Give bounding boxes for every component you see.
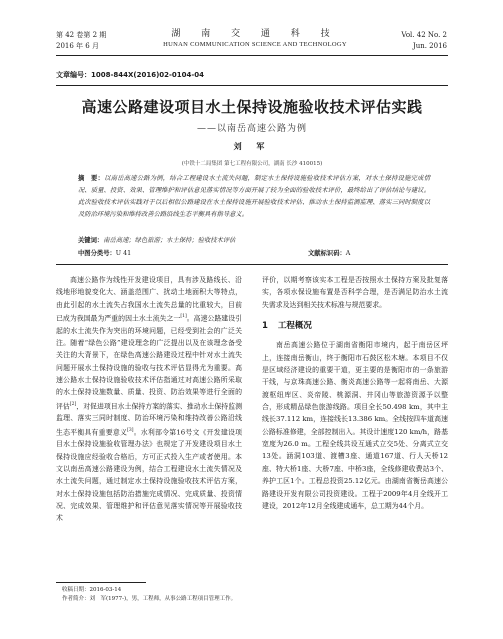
body-column-right: [262, 274, 448, 512]
body-column-left: [56, 274, 242, 525]
volume-issue-cn: 第 42 卷第 2 期: [56, 31, 107, 39]
keywords-text: 南岳高速；绿色旅游；水土保持；验收技术评估: [103, 237, 236, 244]
body-rule: [56, 264, 448, 265]
abstract: [78, 173, 430, 221]
abstract-text: 以南岳高速公路为例，结合工程建设水土流失问题，制定水土保持设施验收技术评估方案，对水土保持设施完成情况、质量、投资、效果、管理维护和评估意见落实情况等方面开展了较为全面的验收技术评价，最终给出了评估结论与建议。此次验收技术评估实践对于以后相似公路建设在水土保持设施开展验收技术评估、推动水土保持监测监理、落实三同时制度以及防治环境污染和维持改善公路沿线生态平衡具有指导意义。: [78, 175, 431, 218]
classification-line: [78, 248, 430, 257]
article-number: 文章编号：1008-844X(2016)02-0104-04: [56, 71, 205, 79]
footnote-rule: [56, 582, 146, 583]
author-name: 刘 军: [233, 141, 271, 151]
journal-name-en: HUNAN COMMUNICATION SCIENCE AND TECHNOLOGY: [163, 41, 347, 48]
footnote-received: 收稿日期：2016-03-14: [62, 587, 122, 593]
paper-subtitle: ——以南岳高速公路为例: [196, 124, 307, 134]
doc-code-value: A: [345, 250, 351, 257]
section-title: 工程概况: [277, 321, 312, 332]
header-rule: [56, 55, 448, 56]
intro-paragraph-continued: 评价，以期考察该实本工程是否按照水土保持方案及批复落实，各项水保设施布置是否科学合理，是否满足防治水土流失需求及达到相关技术标准与规范要求。: [262, 276, 448, 309]
keywords-label: 关键词：: [78, 237, 104, 244]
title-rule: [56, 85, 448, 86]
volume-issue-en: Vol. 42 No. 2: [401, 31, 447, 39]
clc-value: U 41: [115, 250, 132, 257]
doc-code-label: 文献标识码：: [308, 250, 346, 257]
paper-title: 高速公路建设项目水土保持设施验收技术评估实践: [81, 98, 423, 116]
abstract-label: 摘 要：: [78, 175, 105, 182]
header-right: [401, 30, 447, 52]
header-center: [150, 28, 360, 50]
project-overview-paragraph: 南岳高速公路位于湖南省衡阳市境内，起于南岳区坪上，连接南岳衡山，终于衡阳市石鼓区松木塘。本项目不仅是区域经济建设的重要干道，更主要的是衡阳市的一条旅游干线，与京珠高速公路、衡炎高速公路等一起将南岳、大源渡枢纽库区、炎帝陵、桃源洞、井冈山等旅游资源予以整合，形成精品绿色旅游线路。项目全长50.498 km，其中主线长37.112 km，连接线长13.386 km。全线按四车道高速公路标准修建，全部控制出入。其设计速度120 km/h，路基宽度为26.0 m。工程全线共设互通式立交5处、分离式立交13处。涵洞103道、渡槽3座、通道167道、行人天桥12座、特大桥1座、大桥7座、中桥3座，全线修建收费站3个、养护工区1个。工程总投资25.12亿元。由湖南省衡岳高速公路建设开发有限公司投资建设。工程于2009年4月全线开工建设，2012年12月全线建成通车，总工期为44个月。: [262, 341, 448, 510]
clc-label: 中图分类号：: [78, 250, 116, 257]
citation-3: [3]: [127, 427, 134, 433]
keywords: [78, 235, 235, 244]
journal-name-cn: 湖 南 交 通 科 技: [171, 29, 339, 39]
citation-1: [1]: [180, 314, 187, 320]
section-number: 1: [262, 321, 268, 332]
footnote-author-bio: 作者简介：刘 军(1977-)，男，工程师，从事公路工程项目管理工作。: [62, 596, 237, 602]
date-cn: 2016 年 6 月: [56, 42, 99, 50]
intro-paragraph: 高速公路作为线性开发建设项目，具有涉及路线长、沿线地形地貌变化大、涵盖范围广、扰动土地面积大等特点，由此引起的水土流失占我国水土流失总量的比重较大，目前已成为我国最为严重的因土水土流失之一[1]。高速公路建设引起的水土流失作为突出的环境问题，已经受到社会的广泛关注。随着“绿色公路”建设理念的广泛提出以及在该理念备受关注的大背景下，在绿色高速公路建设过程中针对水土流失问题开展水土保持设施的验收与技术评估显得尤为重要。高速公路水土保持设施验收技术评估指通过对高速公路所采取的水土保持设施数量、质量、投资、防治效果等进行全面的评估[2]，对促进项目水土保持方案的落实、推动水土保持监测监理、落实三同时制度、防治环境污染和维持改善公路沿线生态平衡具有重要意义[3]。水利部令第16号文《开发建设项目水土保持设施验收管理办法》也规定了开发建设项目水土保持设施应经验收合格后，方可正式投入生产或者使用。本文以南岳高速公路建设为例，结合工程建设水土流失情况及水土流失问题，通过制定水土保持设施验收技术评估方案，对水土保持设施包括防治措施完成情况、完成质量、投资情况、完成效果、管理维护和评估意见落实情况等开展验收技术: [56, 276, 243, 523]
citation-2: [2]: [69, 401, 77, 407]
date-en: Jun. 2016: [412, 42, 447, 50]
author-affiliation: (中铁十二局集团 第七工程有限公司，湖南 长沙 410015): [181, 161, 323, 167]
section-heading-1: [262, 320, 448, 332]
header-left: [56, 30, 106, 52]
